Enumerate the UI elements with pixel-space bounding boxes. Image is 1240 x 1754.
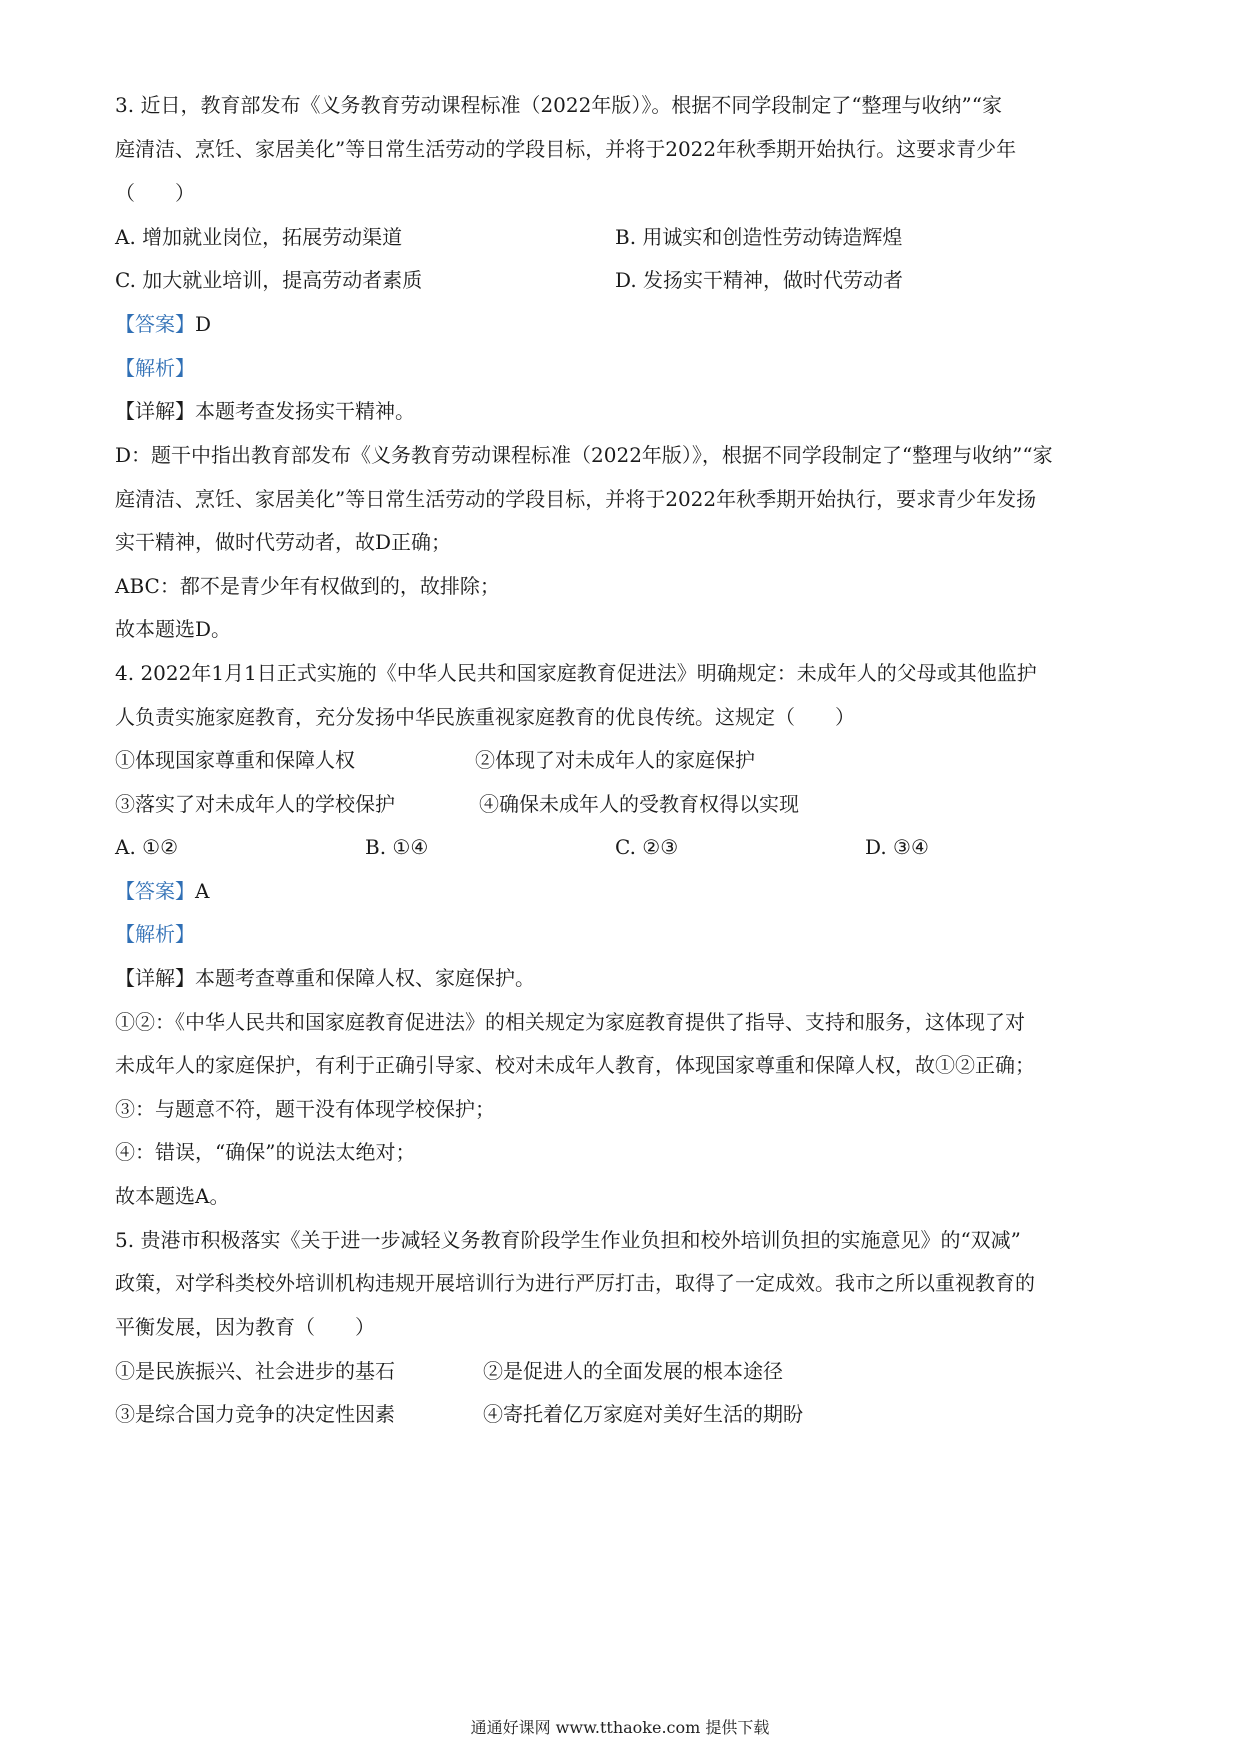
q3-explain-line-1: D：题干中指出教育部发布《义务教育劳动课程标准（2022年版）》，根据不同学段制定了“整理与收纳”“家 bbox=[115, 443, 1053, 467]
q3-option-a: A. 增加就业岗位，拓展劳动渠道 bbox=[115, 225, 403, 249]
q5-stem-line-1: 5. 贵港市积极落实《关于进一步减轻义务教育阶段学生作业负担和校外培训负担的实施意见》的“双减” bbox=[115, 1228, 1021, 1252]
q4-option-c: C. ②③ bbox=[615, 835, 679, 859]
q4-detail bbox=[115, 963, 1135, 993]
q3-detail bbox=[115, 396, 1135, 426]
q4-stem-line-1: 4. 2022年1月1日正式实施的《中华人民共和国家庭教育促进法》明确规定：未成年人的父母或其他监护 bbox=[115, 661, 1037, 685]
q4-explain-line-2: 未成年人的家庭保护，有利于正确引导家、校对未成年人教育，体现国家尊重和保障人权，故①②正确； bbox=[115, 1053, 1035, 1077]
detail-tag: 【详解】 bbox=[115, 966, 195, 990]
q3-option-b: B. 用诚实和创造性劳动铸造辉煌 bbox=[615, 225, 903, 249]
q5-statement-4: ④寄托着亿万家庭对美好生活的期盼 bbox=[483, 1402, 803, 1426]
q4-statement-1: ①体现国家尊重和保障人权 bbox=[115, 748, 355, 772]
q3-stem-line-1: 3. 近日，教育部发布《义务教育劳动课程标准（2022年版）》。根据不同学段制定了“整理与收纳”“家 bbox=[115, 93, 1003, 117]
q4-explain-line-4: ④：错误，“确保”的说法太绝对； bbox=[115, 1140, 416, 1164]
answer-value: D bbox=[195, 312, 212, 336]
answer-tag: 【答案】 bbox=[115, 879, 195, 903]
answer-value: A bbox=[195, 879, 210, 903]
page-footer: 通通好课网 www.tthaoke.com 提供下载 bbox=[470, 1718, 770, 1737]
q5-statement-1: ①是民族振兴、社会进步的基石 bbox=[115, 1359, 395, 1383]
q3-explain-line-3: 实干精神，做时代劳动者，故D正确； bbox=[115, 530, 452, 554]
q4-statement-4: ④确保未成年人的受教育权得以实现 bbox=[479, 792, 799, 816]
detail-tag: 【详解】 bbox=[115, 399, 195, 423]
q3-stem-line-3: （ ） bbox=[115, 181, 195, 205]
q3-explain-line-5: 故本题选D。 bbox=[115, 617, 232, 641]
q4-answer bbox=[115, 876, 1135, 906]
q4-explain-line-1: ①②：《中华人民共和国家庭教育促进法》的相关规定为家庭教育提供了指导、支持和服务，这体现了对 bbox=[115, 1010, 1025, 1034]
q4-explain-line-5: 故本题选A。 bbox=[115, 1184, 230, 1208]
q3-explain-line-2: 庭清洁、烹饪、家居美化”等日常生活劳动的学段目标，并将于2022年秋季期开始执行，要求青少年发扬 bbox=[115, 487, 1037, 511]
answer-tag: 【答案】 bbox=[115, 312, 195, 336]
q4-statement-2: ②体现了对未成年人的家庭保护 bbox=[475, 748, 755, 772]
q4-stem-line-2: 人负责实施家庭教育，充分发扬中华民族重视家庭教育的优良传统。这规定（ ） bbox=[115, 705, 855, 729]
q5-statement-3: ③是综合国力竞争的决定性因素 bbox=[115, 1402, 395, 1426]
analysis-tag: 【解析】 bbox=[115, 356, 195, 380]
q4-option-a: A. ①② bbox=[115, 835, 179, 859]
q4-statement-3: ③落实了对未成年人的学校保护 bbox=[115, 792, 395, 816]
q3-option-d: D. 发扬实干精神，做时代劳动者 bbox=[615, 268, 904, 292]
q5-stem-line-3: 平衡发展，因为教育（ ） bbox=[115, 1315, 375, 1339]
q3-explain-line-4: ABC：都不是青少年有权做到的，故排除； bbox=[115, 574, 500, 598]
q5-stem-line-2: 政策，对学科类校外培训机构违规开展培训行为进行严厉打击，取得了一定成效。我市之所以重视教育的 bbox=[115, 1271, 1035, 1295]
q3-option-c: C. 加大就业培训，提高劳动者素质 bbox=[115, 268, 423, 292]
detail-text: 本题考查发扬实干精神。 bbox=[195, 399, 415, 423]
q3-answer bbox=[115, 309, 1135, 339]
q4-option-d: D. ③④ bbox=[865, 835, 929, 859]
q4-explain-line-3: ③：与题意不符，题干没有体现学校保护； bbox=[115, 1097, 495, 1121]
q4-option-b: B. ①④ bbox=[365, 835, 429, 859]
analysis-tag: 【解析】 bbox=[115, 922, 195, 946]
q5-statement-2: ②是促进人的全面发展的根本途径 bbox=[483, 1359, 783, 1383]
q3-stem-line-2: 庭清洁、烹饪、家居美化”等日常生活劳动的学段目标，并将于2022年秋季期开始执行。这要求青少年 bbox=[115, 137, 1017, 161]
q3-analysis bbox=[115, 353, 1135, 383]
detail-text: 本题考查尊重和保障人权、家庭保护。 bbox=[195, 966, 535, 990]
q4-analysis bbox=[115, 919, 1135, 949]
